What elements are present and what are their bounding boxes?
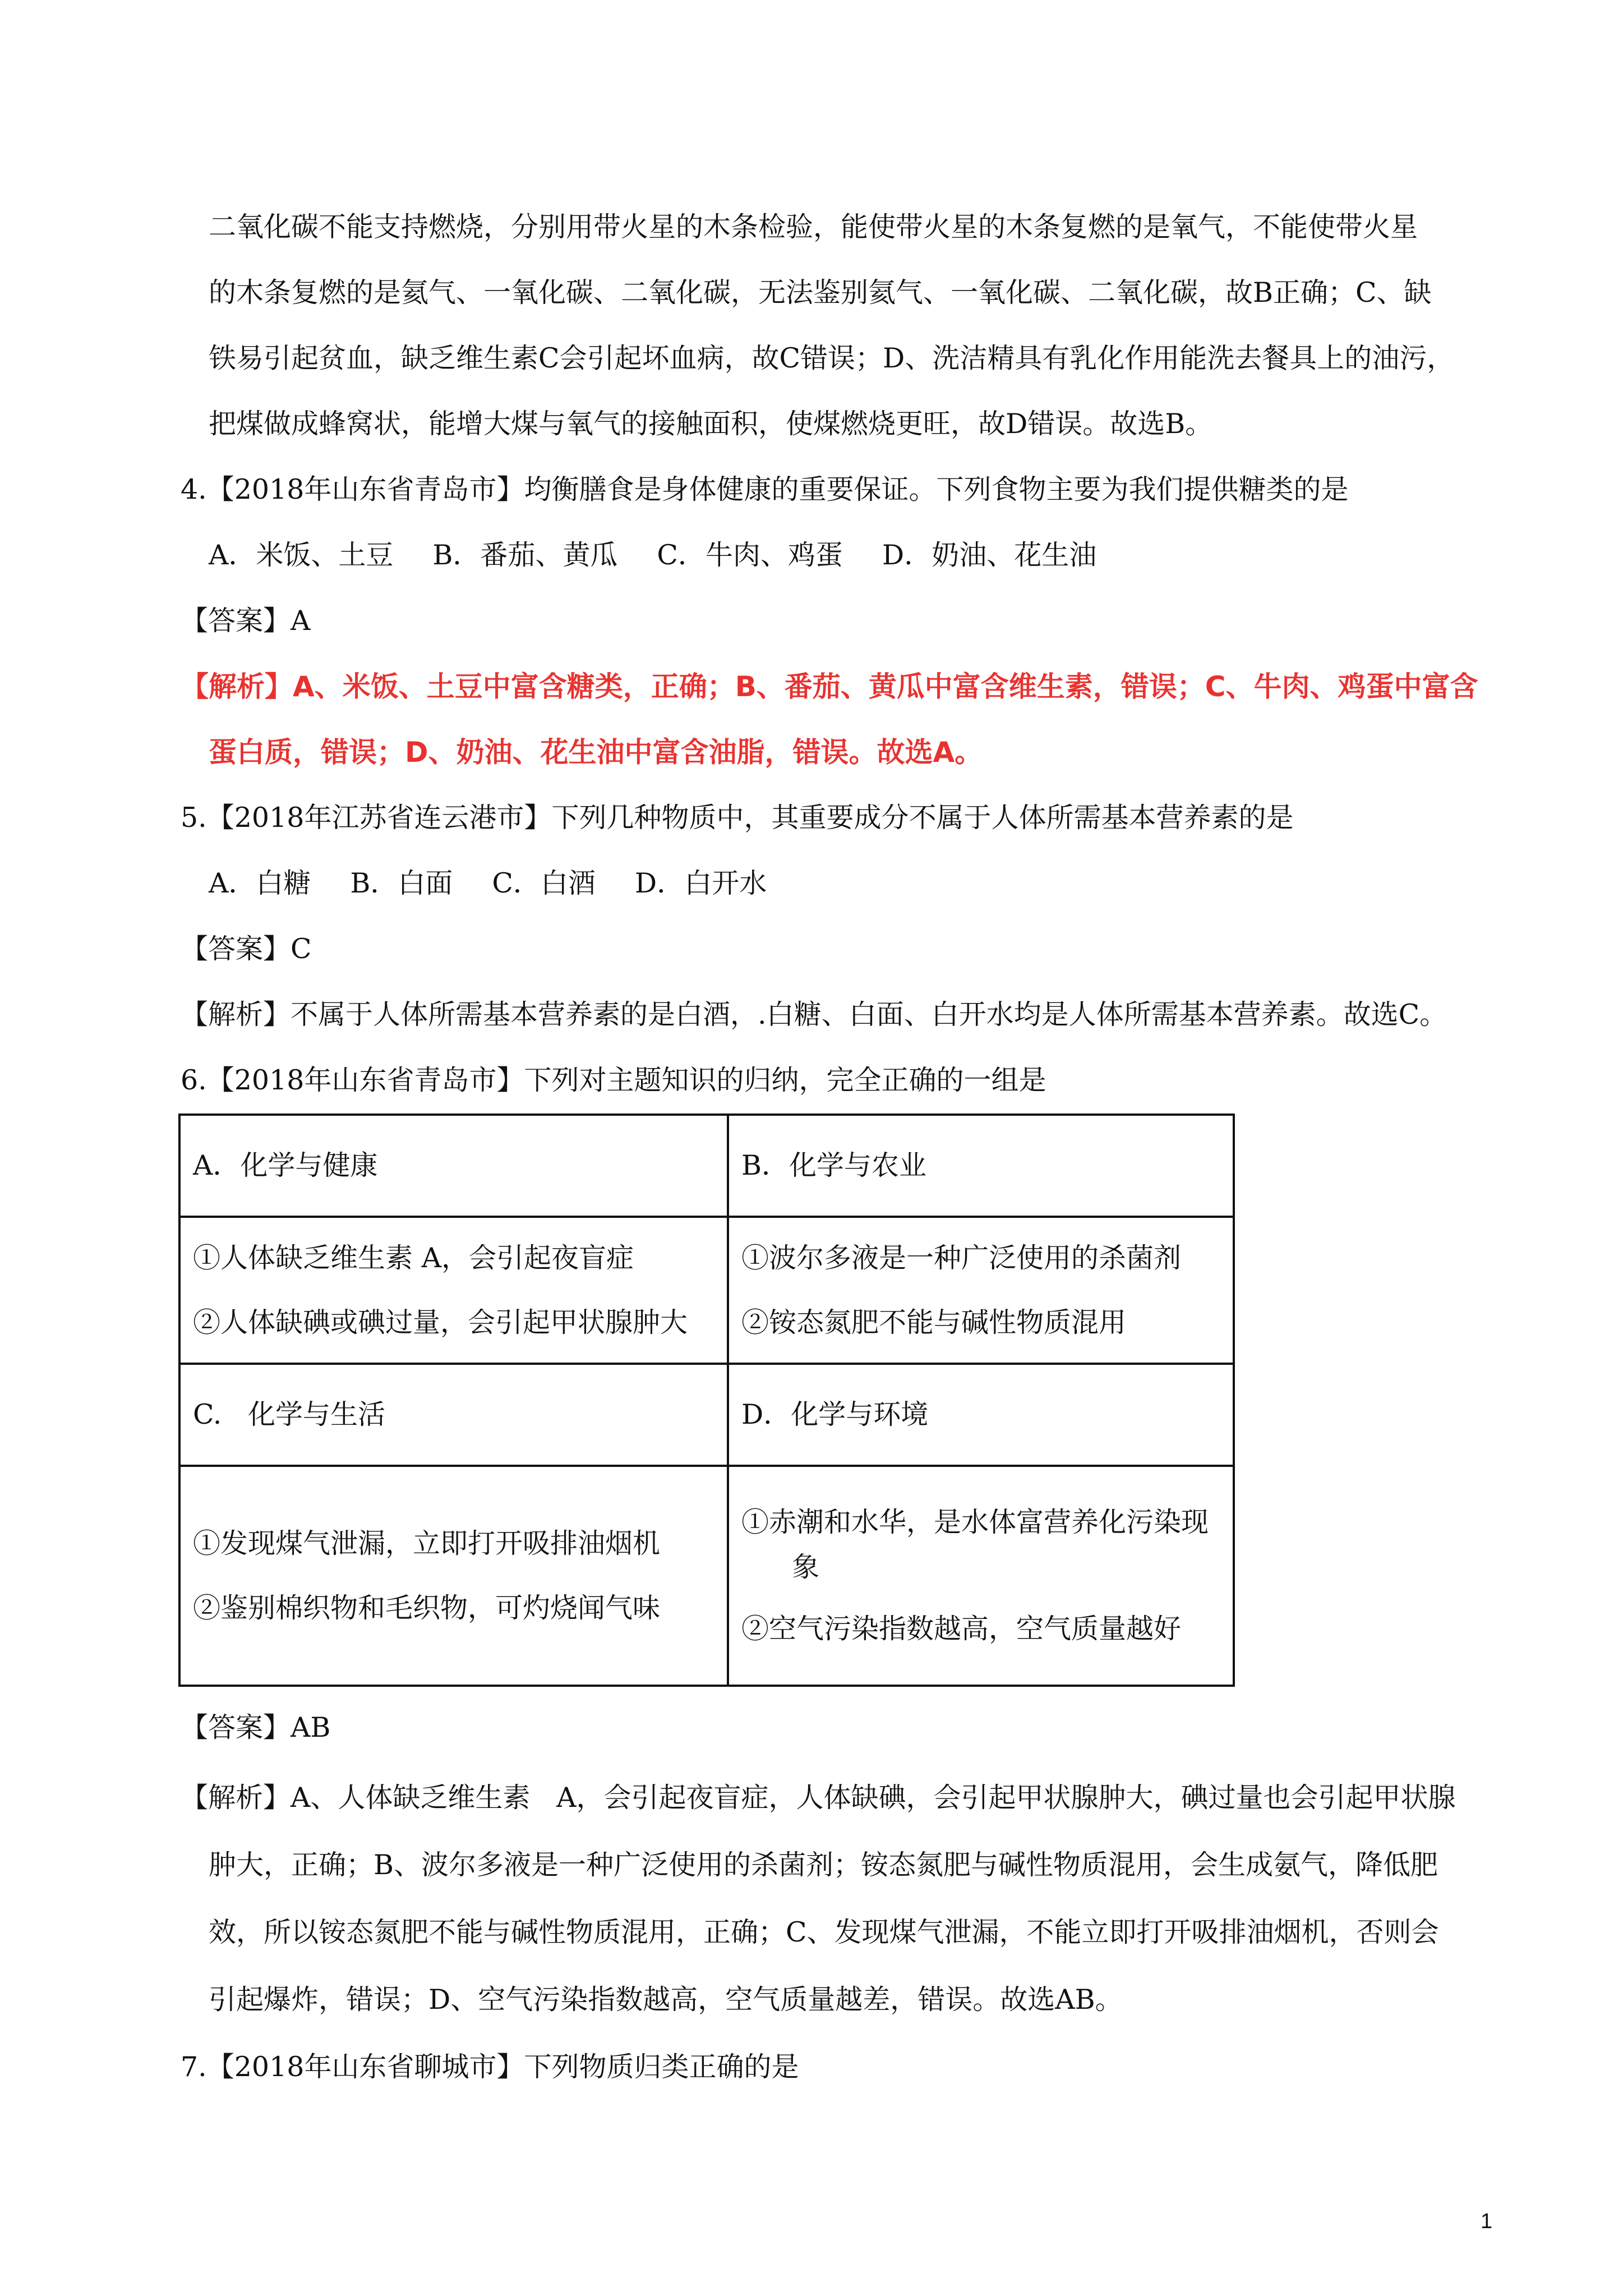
question-6-explanation-line-4: 引起爆炸，错误；D、空气污染指数越高，空气质量越差，错误。故选AB。 (209, 1984, 1123, 2016)
q5-option-d: D．白开水 (634, 867, 767, 899)
prev-explanation-line-1: 二氧化碳不能支持燃烧，分别用带火星的木条检验，能使带火星的木条复燃的是氧气，不能使带火星 (209, 211, 1418, 243)
cell-d-item-2: ②空气污染指数越高，空气质量越好 (741, 1613, 1182, 1645)
q4-option-c: C．牛肉、鸡蛋 (657, 539, 843, 571)
prev-explanation-line-2: 的木条复燃的是氦气、一氧化碳、二氧化碳，无法鉴别氦气、一氧化碳、二氧化碳，故B正确；C、缺 (209, 277, 1432, 309)
question-5-answer: 【答案】C (181, 933, 312, 965)
question-4-answer: 【答案】A (181, 605, 311, 637)
question-6-explanation-line-2: 肿大，正确；B、波尔多液是一种广泛使用的杀菌剂；铵态氮肥与碱性物质混用，会生成氨气，降低肥 (209, 1849, 1438, 1881)
q5-option-c: C．白酒 (492, 867, 596, 899)
question-6-answer: 【答案】AB (181, 1711, 331, 1743)
question-4-options (209, 536, 1096, 575)
question-5: 5.【2018年江苏省连云港市】下列几种物质中，其重要成分不属于人体所需基本营养素的是 (181, 802, 1294, 834)
topics-table (178, 1114, 1235, 1687)
q4-option-d: D．奶油、花生油 (882, 539, 1097, 571)
q4-option-a: A．米饭、土豆 (209, 539, 394, 571)
cell-a-item-1: ①人体缺乏维生素 A，会引起夜盲症 (193, 1241, 634, 1274)
cell-c-item-2: ②鉴别棉织物和毛织物，可灼烧闻气味 (193, 1591, 661, 1624)
cell-d-title: D．化学与环境 (728, 1364, 1234, 1466)
question-5-explanation: 【解析】不属于人体所需基本营养素的是白酒，.白糖、白面、白开水均是人体所需基本营养素。故选C。 (181, 999, 1447, 1030)
prev-explanation-line-4: 把煤做成蜂窝状，能增大煤与氧气的接触面积，使煤燃烧更旺，故D错误。故选B。 (209, 408, 1213, 440)
q5-option-a: A．白糖 (209, 867, 311, 899)
cell-b-items (728, 1217, 1234, 1364)
cell-b-item-1: ①波尔多液是一种广泛使用的杀菌剂 (741, 1241, 1182, 1274)
cell-d-item-1-line-1: ①赤潮和水华，是水体富营养化污染现 (741, 1506, 1209, 1538)
cell-d-item-1-line-2: 象 (792, 1551, 820, 1583)
cell-c-items (179, 1466, 728, 1686)
cell-a-items (179, 1217, 728, 1364)
question-6-explanation-line-3: 效，所以铵态氮肥不能与碱性物质混用，正确；C、发现煤气泄漏，不能立即打开吸排油烟机，否则会 (209, 1916, 1439, 1948)
question-4-explanation-line-2: 蛋白质，错误；D、奶油、花生油中富含油脂，错误。故选A。 (209, 736, 983, 769)
question-5-options (209, 864, 767, 903)
question-4: 4.【2018年山东省青岛市】均衡膳食是身体健康的重要保证。下列食物主要为我们提供糖类的是 (181, 473, 1349, 505)
question-7: 7.【2018年山东省聊城市】下列物质归类正确的是 (181, 2051, 799, 2083)
prev-explanation-line-3: 铁易引起贫血，缺乏维生素C会引起坏血病，故C错误；D、洗洁精具有乳化作用能洗去餐具上的油污， (209, 342, 1455, 374)
question-6: 6.【2018年山东省青岛市】下列对主题知识的归纳，完全正确的一组是 (181, 1064, 1046, 1096)
question-6-explanation-line-1: 【解析】A、人体缺乏维生素 A，会引起夜盲症，人体缺碘，会引起甲状腺肿大，碘过量也会引起甲状腺 (181, 1782, 1456, 1814)
cell-c-item-1: ①发现煤气泄漏，立即打开吸排油烟机 (193, 1527, 661, 1559)
page-number: 1 (1481, 2210, 1493, 2233)
cell-d-items (728, 1466, 1234, 1686)
cell-c-title: C. 化学与生活 (179, 1364, 728, 1466)
q5-option-b: B．白面 (350, 867, 453, 899)
cell-b-item-2: ②铵态氮肥不能与碱性物质混用 (741, 1306, 1127, 1338)
cell-a-item-2: ②人体缺碘或碘过量，会引起甲状腺肿大 (193, 1306, 688, 1338)
cell-b-title: B．化学与农业 (728, 1115, 1234, 1217)
cell-a-title: A．化学与健康 (179, 1115, 728, 1217)
question-4-explanation-line-1: 【解析】A、米饭、土豆中富含糖类，正确；B、番茄、黄瓜中富含维生素，错误；C、牛肉、鸡蛋中富含 (181, 670, 1478, 703)
q4-option-b: B．番茄、黄瓜 (432, 539, 618, 571)
